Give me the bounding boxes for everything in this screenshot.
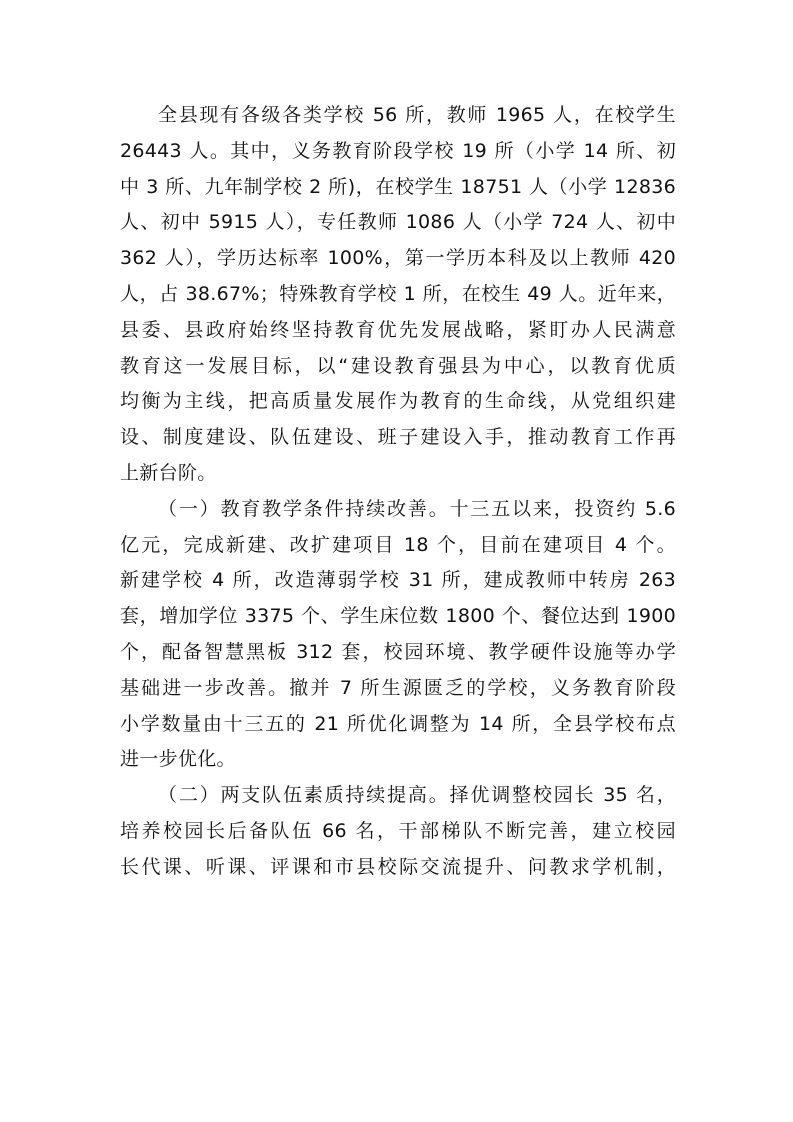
paragraph-1-line-1: 全县现有各级各类学校 56 所，教师 1965 人，在校学生 <box>158 104 676 126</box>
paragraph-1-line-7: 县委、县政府始终坚持教育优先发展战略，紧盯办人民满意 <box>120 318 676 341</box>
paragraph-2-line-6: 基础进一步改善。撤并 7 所生源匮乏的学校，义务教育阶段 <box>120 676 676 699</box>
paragraph-2-line-7: 小学数量由十三五的 21 所优化调整为 14 所，全县学校布点 <box>120 712 676 735</box>
paragraph-2-line-8: 进一步优化。 <box>120 748 236 771</box>
paragraph-2-line-4: 套，增加学位 3375 个、学生床位数 1800 个、餐位达到 1900 <box>120 605 676 628</box>
paragraph-1-line-11: 上新台阶。 <box>120 461 217 484</box>
paragraph-1-line-6: 人，占 38.67%；特殊教育学校 1 所，在校生 49 人。近年来， <box>120 282 676 305</box>
paragraph-3-line-3: 长代课、听课、评课和市县校际交流提升、问教求学机制， <box>120 855 676 878</box>
paragraph-2-line-3: 新建学校 4 所，改造薄弱学校 31 所，建成教师中转房 263 <box>120 569 676 592</box>
paragraph-2-line-1: （一）教育教学条件持续改善。十三五以来，投资约 5.6 <box>158 497 676 520</box>
paragraph-3-line-1: （二）两支队伍素质持续提高。择优调整校园长 35 名， <box>158 784 676 807</box>
paragraph-2-line-5: 个，配备智慧黑板 312 套，校园环境、教学硬件设施等办学 <box>120 640 676 663</box>
paragraph-1-line-9: 均衡为主线，把高质量发展作为教育的生命线，从党组织建 <box>120 390 676 413</box>
paragraph-3-line-2: 培养校园长后备队伍 66 名，干部梯队不断完善，建立校园 <box>120 819 676 842</box>
paragraph-1-line-3: 中 3 所、九年制学校 2 所)，在校学生 18751 人（小学 12836 <box>120 175 676 198</box>
paragraph-1-line-2: 26443 人。其中，义务教育阶段学校 19 所（小学 14 所、初 <box>120 139 676 162</box>
document-body <box>120 98 676 886</box>
paragraph-1-line-10: 设、制度建设、队伍建设、班子建设入手，推动教育工作再 <box>120 426 676 449</box>
paragraph-1-line-4: 人、初中 5915 人），专任教师 1086 人（小学 724 人、初中 <box>120 211 676 234</box>
paragraph-1-line-5: 362 人），学历达标率 100%，第一学历本科及以上教师 420 <box>120 247 676 270</box>
paragraph-2-line-2: 亿元，完成新建、改扩建项目 18 个，目前在建项目 4 个。 <box>120 533 676 556</box>
paragraph-1-line-8: 教育这一发展目标，以“建设教育强县为中心，以教育优质 <box>120 354 676 377</box>
